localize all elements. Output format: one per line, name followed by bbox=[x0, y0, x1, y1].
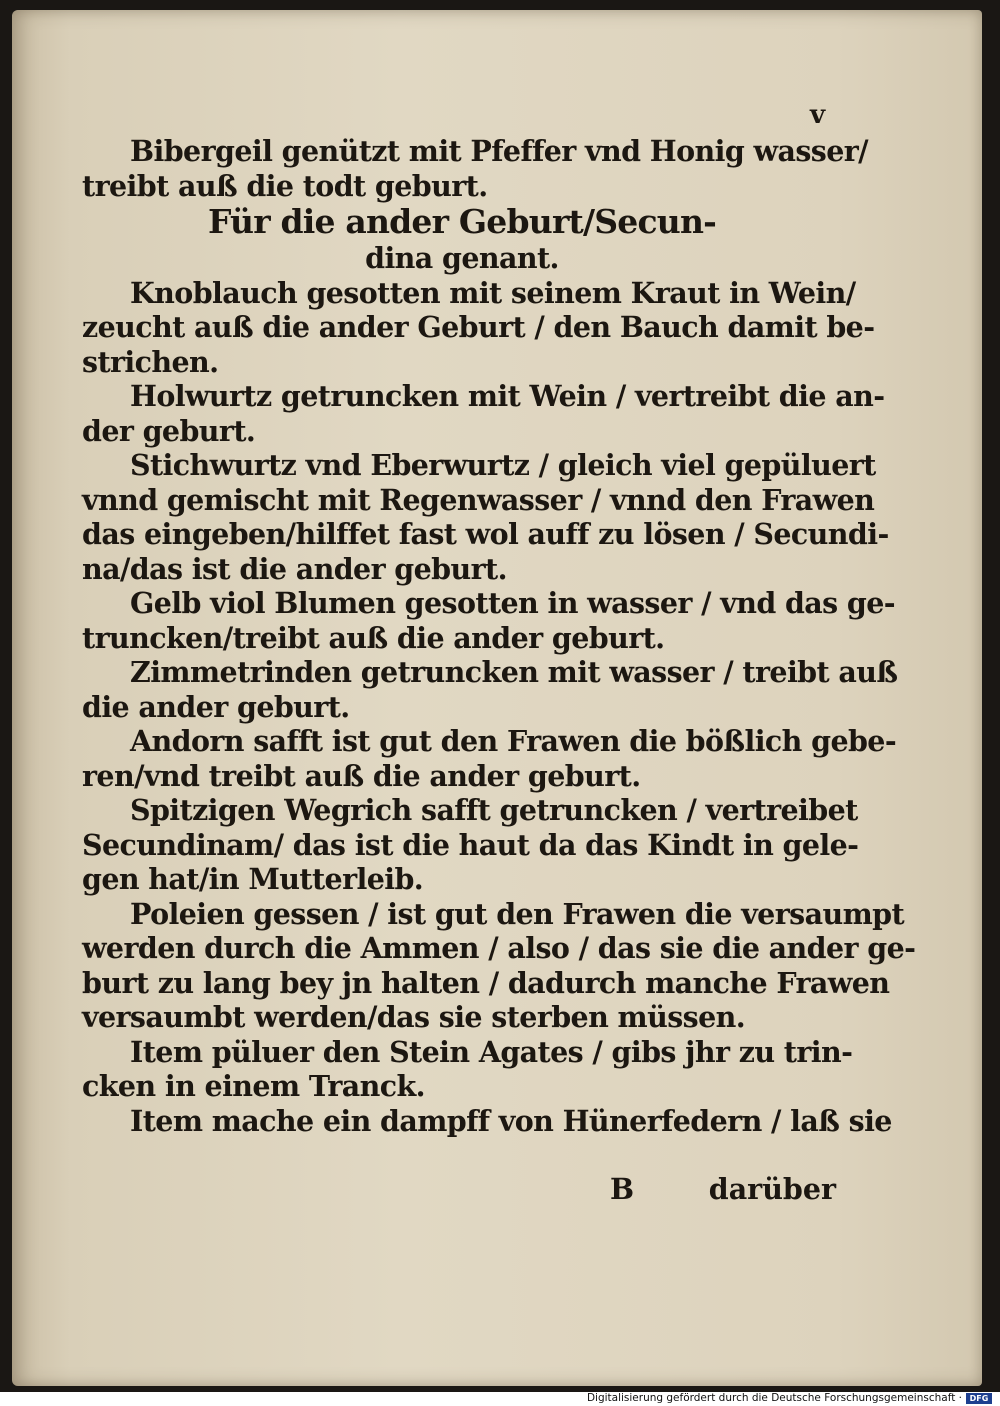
text-line: gen hat/in Mutterleib. bbox=[82, 862, 424, 896]
signature-mark: B bbox=[610, 1172, 635, 1206]
footer-bar bbox=[0, 1392, 1000, 1406]
text-line: truncken/treibt auß die ander geburt. bbox=[82, 620, 665, 655]
text-line: zeucht auß die ander Geburt / den Bauch damit be- bbox=[82, 310, 875, 344]
text-line: Poleien gessen / ist gut den Frawen die versaumpt bbox=[130, 896, 905, 931]
text-line: der geburt. bbox=[82, 413, 256, 448]
catchword: darüber bbox=[708, 1172, 836, 1206]
text-line: na/das ist die ander geburt. bbox=[82, 551, 507, 586]
text-line: treibt auß die todt geburt. bbox=[82, 168, 488, 203]
text-line: Item püluer den Stein Agates / gibs jhr zu trin- bbox=[130, 1034, 853, 1069]
page-foot bbox=[82, 1172, 842, 1212]
text-line: ren/vnd treibt auß die ander geburt. bbox=[82, 758, 641, 793]
text-line: werden durch die Ammen / also / das sie die ander ge- bbox=[82, 931, 916, 965]
book-page bbox=[12, 10, 982, 1386]
text-line: das eingeben/hilffet fast wol auff zu lösen / Secundi- bbox=[82, 517, 889, 551]
section-heading: Für die ander Geburt/Secun- bbox=[207, 202, 717, 241]
text-line: Spitzigen Wegrich safft getruncken / vertreibet bbox=[130, 793, 858, 827]
section-heading-continued: dina genant. bbox=[365, 241, 559, 275]
gathering-mark: v bbox=[810, 100, 826, 130]
text-line: Secundinam/ das ist die haut da das Kindt in gele- bbox=[82, 827, 859, 862]
text-line: Andorn safft ist gut den Frawen die bößlich gebe- bbox=[130, 724, 897, 758]
text-line: Item mache ein dampff von Hünerfedern / laß sie bbox=[130, 1103, 892, 1138]
text-line: die ander geburt. bbox=[82, 689, 350, 724]
text-line: strichen. bbox=[82, 344, 219, 379]
text-line: cken in einem Tranck. bbox=[82, 1069, 425, 1103]
text-line: Gelb viol Blumen gesotten in wasser / vnd das ge- bbox=[130, 586, 896, 620]
dfg-logo-icon: DFG bbox=[966, 1393, 992, 1404]
text-line: vnnd gemischt mit Regenwasser / vnnd den Frawen bbox=[82, 482, 875, 517]
funding-credit: Digitalisierung gefördert durch die Deutsche Forschungsgemeinschaft · bbox=[586, 1392, 962, 1404]
text-line: Stichwurtz vnd Eberwurtz / gleich viel gepüluert bbox=[130, 448, 876, 482]
page-text bbox=[82, 134, 916, 1138]
text-line: Holwurtz getruncken mit Wein / vertreibt die an- bbox=[130, 379, 885, 413]
text-line: burt zu lang bey jn halten / dadurch manche Frawen bbox=[82, 965, 890, 1000]
text-line: Bibergeil genützt mit Pfeffer vnd Honig wasser/ bbox=[130, 134, 868, 168]
text-line: versaumbt werden/das sie sterben müssen. bbox=[82, 1000, 746, 1034]
text-line: Zimmetrinden getruncken mit wasser / treibt auß bbox=[130, 655, 898, 689]
text-line: Knoblauch gesotten mit seinem Kraut in Wein/ bbox=[130, 275, 856, 310]
